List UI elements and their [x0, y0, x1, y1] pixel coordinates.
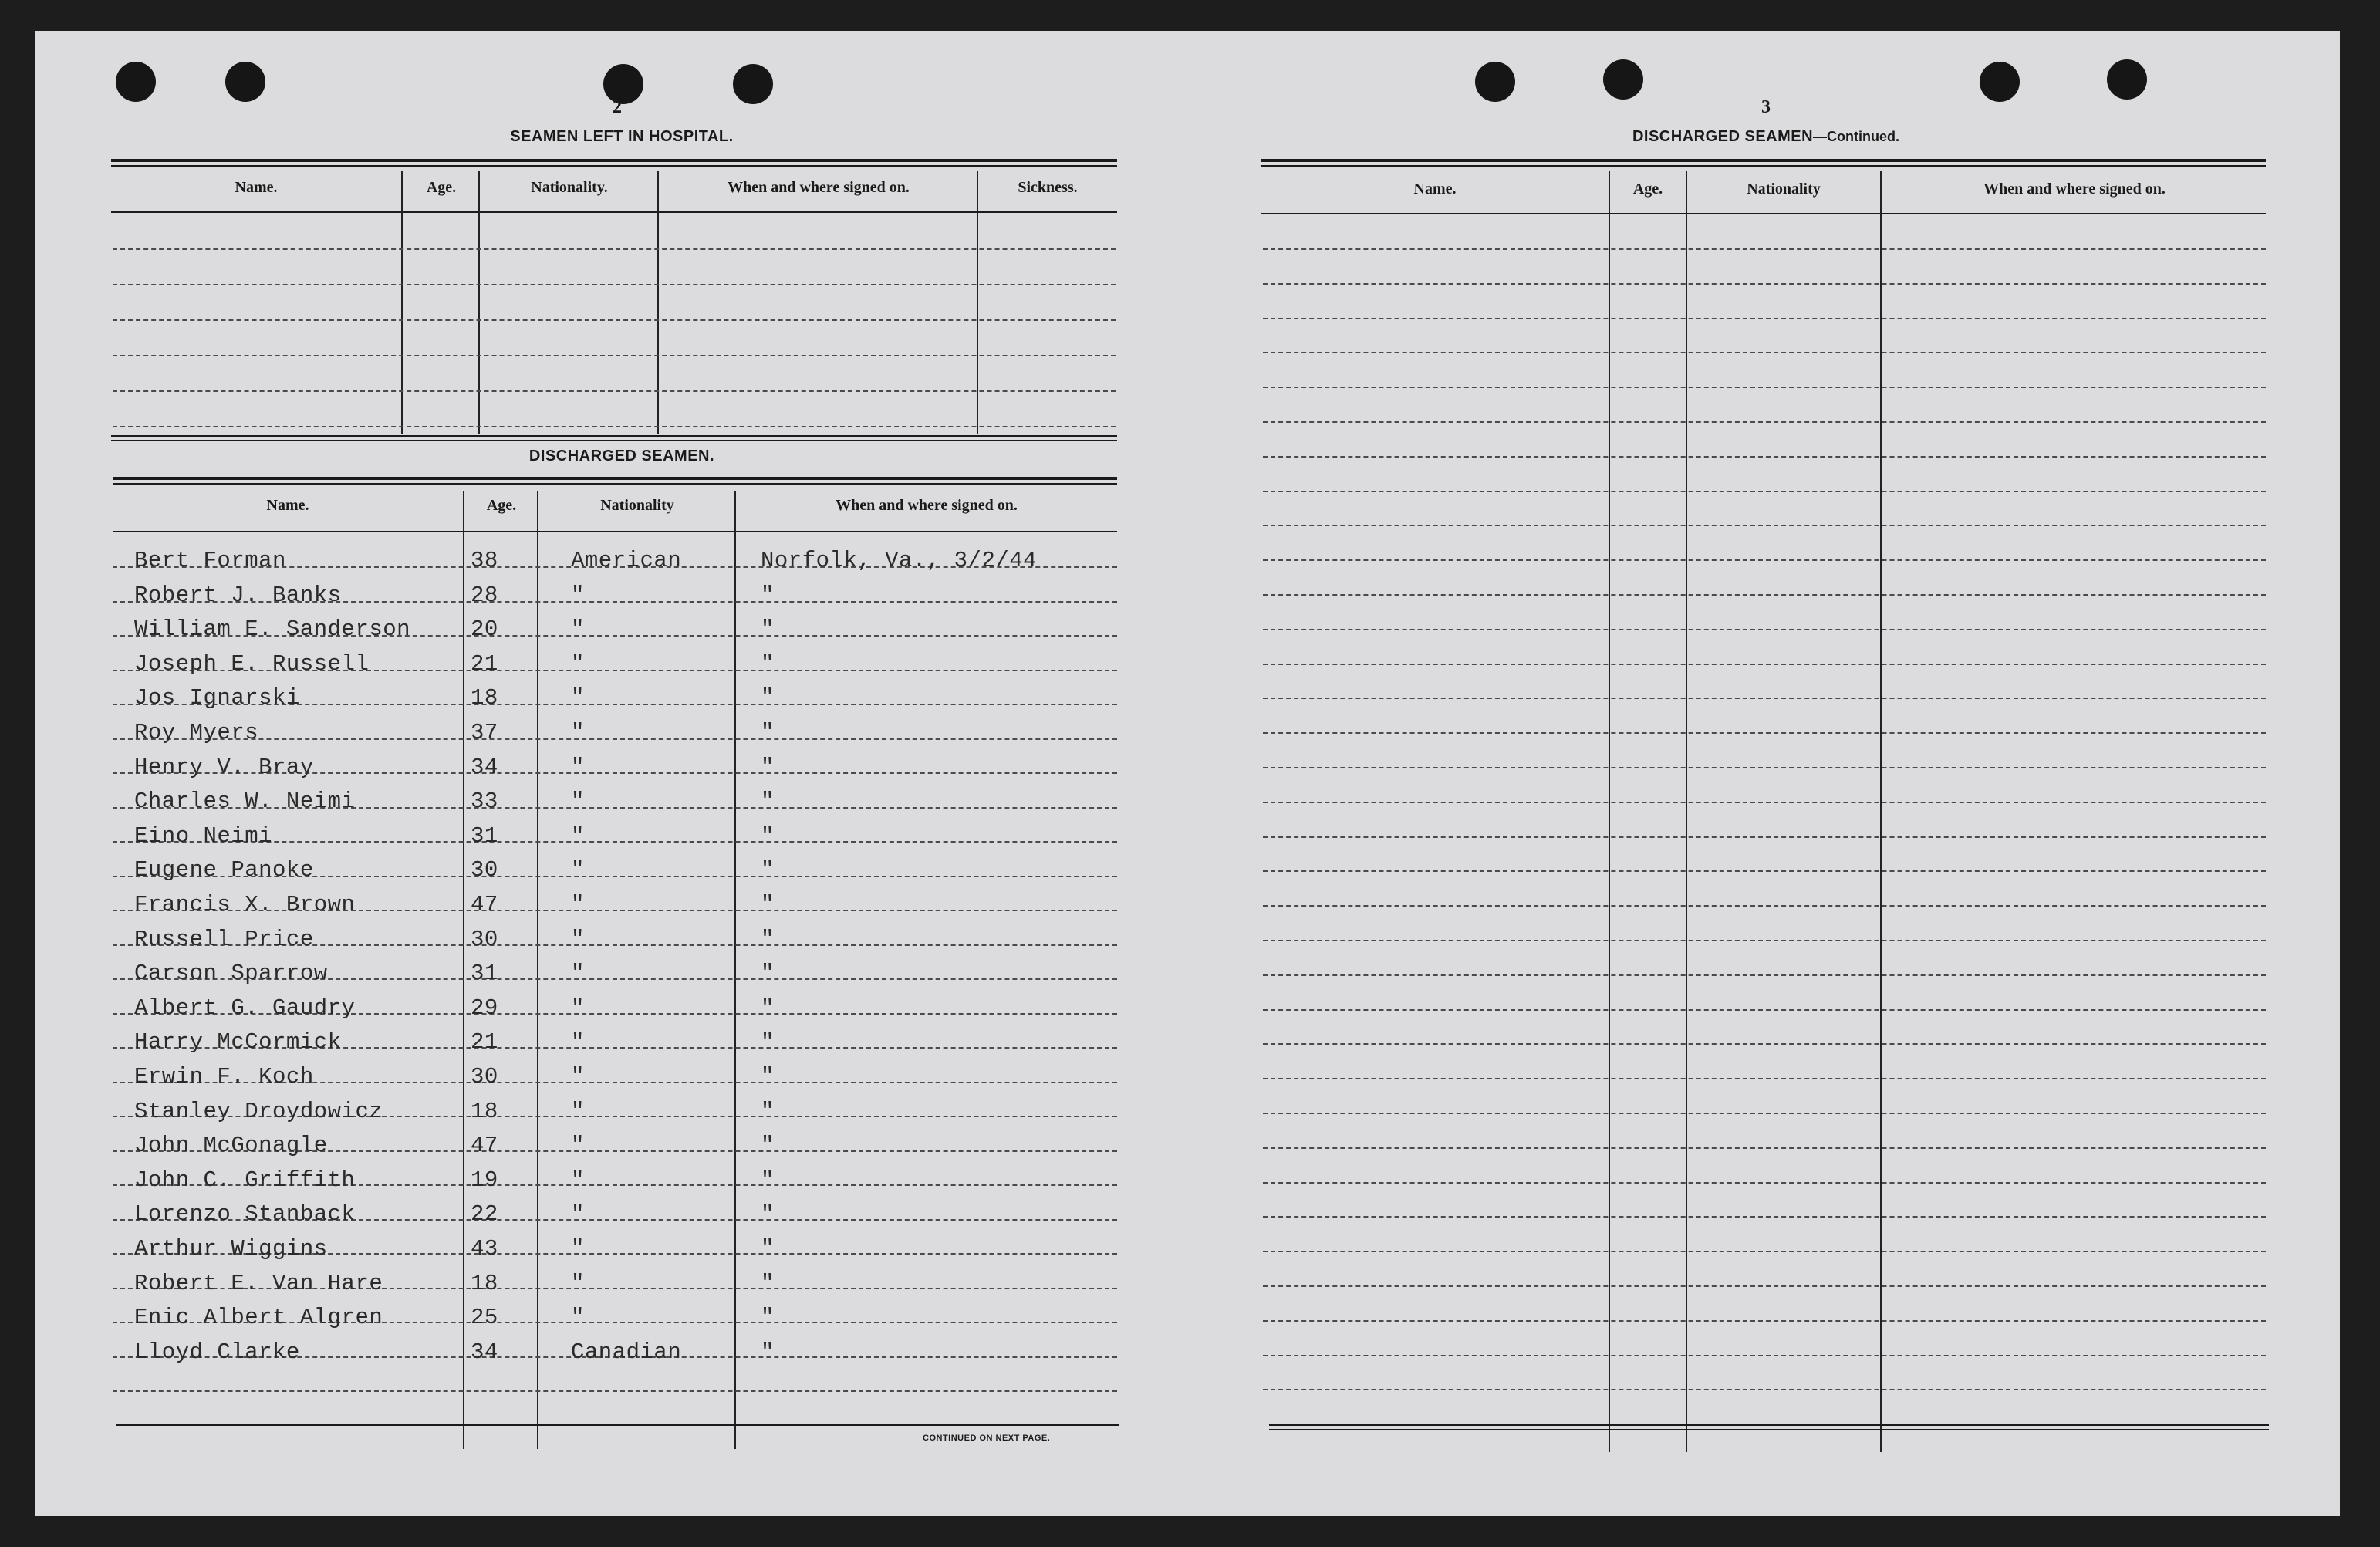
- table-rule: [1261, 165, 2266, 167]
- ruled-line: [1263, 870, 2266, 872]
- punch-hole: [116, 62, 156, 102]
- column-divider: [401, 171, 403, 434]
- row-name: Eino Neimi: [134, 822, 273, 849]
- row-signed-on: ": [761, 1339, 775, 1365]
- row-age: 18: [471, 1270, 498, 1296]
- row-name: Carson Sparrow: [134, 961, 328, 987]
- row-nationality: ": [571, 1270, 585, 1296]
- row-nationality: ": [571, 1305, 585, 1331]
- page-number: 3: [1761, 97, 1771, 117]
- row-nationality: ": [571, 1133, 585, 1159]
- row-name: Francis X. Brown: [134, 892, 356, 917]
- ruled-line: [113, 1390, 1117, 1392]
- row-name: Lloyd Clarke: [134, 1339, 300, 1365]
- row-age: 22: [471, 1201, 498, 1228]
- discharged-col-signed-on: When and where signed on.: [836, 497, 1018, 514]
- row-nationality: ": [571, 650, 585, 677]
- row-nationality: ": [571, 961, 585, 987]
- ruled-line: [1263, 559, 2266, 561]
- punch-hole: [1980, 62, 2020, 102]
- ruled-line: [1263, 1216, 2266, 1218]
- row-name: Bert Forman: [134, 548, 286, 573]
- row-nationality: ": [571, 1167, 585, 1193]
- row-age: 37: [471, 720, 498, 745]
- row-name: Eugene Panoke: [134, 857, 314, 883]
- ruled-line: [1263, 456, 2266, 458]
- row-nationality: ": [571, 1029, 585, 1056]
- row-signed-on: ": [761, 616, 775, 643]
- row-name: John C. Griffith: [134, 1167, 356, 1193]
- ruled-line: [1263, 629, 2266, 630]
- ruled-line: [1263, 905, 2266, 907]
- column-divider: [657, 171, 659, 434]
- ruled-line: [1263, 802, 2266, 803]
- row-age: 21: [471, 650, 498, 677]
- row-nationality: ": [571, 754, 585, 780]
- punch-hole: [733, 64, 773, 104]
- row-name: Stanley Droydowicz: [134, 1098, 383, 1124]
- row-name: Joseph E. Russell: [134, 650, 370, 677]
- row-nationality: ": [571, 857, 585, 883]
- row-signed-on: ": [761, 720, 775, 745]
- ruled-line: [1263, 767, 2266, 768]
- row-name: Albert G. Gaudry: [134, 995, 356, 1021]
- right-section-title: [1527, 128, 2005, 146]
- hospital-col-sickness: Sickness.: [1018, 179, 1078, 196]
- ruled-line: [113, 355, 1116, 356]
- table-rule: [111, 159, 1117, 162]
- hospital-section-title: SEAMEN LEFT IN HOSPITAL.: [510, 128, 734, 145]
- right-col-name: Name.: [1413, 181, 1457, 198]
- ruled-line: [1263, 1251, 2266, 1252]
- row-age: 20: [471, 616, 498, 643]
- row-name: Erwin F. Koch: [134, 1064, 314, 1089]
- row-signed-on: ": [761, 1201, 775, 1228]
- row-name: William E. Sanderson: [134, 616, 411, 643]
- row-name: Lorenzo Stanback: [134, 1201, 356, 1228]
- row-signed-on: ": [761, 1236, 775, 1262]
- hospital-col-age: Age.: [426, 179, 457, 196]
- row-age: 18: [471, 1098, 498, 1124]
- continued-note: CONTINUED ON NEXT PAGE.: [923, 1434, 1051, 1443]
- table-rule: [111, 211, 1117, 213]
- ruled-line: [1263, 352, 2266, 353]
- right-col-signed-on: When and where signed on.: [1983, 181, 2166, 198]
- row-age: 38: [471, 548, 498, 573]
- row-nationality: ": [571, 685, 585, 711]
- row-signed-on: ": [761, 754, 775, 780]
- row-signed-on: ": [761, 995, 775, 1021]
- punch-hole: [1603, 59, 1643, 100]
- hospital-col-signed-on: When and where signed on.: [728, 179, 910, 196]
- row-age: 19: [471, 1167, 498, 1193]
- punch-hole: [225, 62, 265, 102]
- row-name: Robert E. Van Hare: [134, 1270, 383, 1296]
- row-nationality: ": [571, 822, 585, 849]
- row-signed-on: ": [761, 1098, 775, 1124]
- row-age: 30: [471, 1064, 498, 1089]
- row-nationality: ": [571, 1236, 585, 1262]
- left-page: [35, 31, 1199, 1516]
- right-col-nationality: Nationality: [1747, 181, 1821, 198]
- row-nationality: ": [571, 582, 585, 608]
- row-age: 29: [471, 995, 498, 1021]
- column-divider: [1880, 171, 1882, 1452]
- ruled-line: [1263, 491, 2266, 492]
- ruled-line: [1263, 1285, 2266, 1287]
- row-nationality: ": [571, 926, 585, 952]
- ruled-line: [113, 319, 1116, 321]
- discharged-section-title: DISCHARGED SEAMEN.: [528, 448, 715, 464]
- ruled-line: [1263, 1113, 2266, 1114]
- table-rule: [1269, 1429, 2269, 1430]
- ruled-line: [1263, 940, 2266, 941]
- column-divider: [1609, 171, 1610, 1452]
- ruled-line: [113, 248, 1116, 250]
- row-signed-on: ": [761, 1270, 775, 1296]
- ruled-line: [1263, 283, 2266, 285]
- table-rule: [113, 483, 1117, 485]
- right-title-suffix: —Continued.: [1813, 129, 1900, 144]
- right-page: [1192, 31, 2340, 1516]
- row-age: 18: [471, 685, 498, 711]
- column-divider: [977, 171, 978, 434]
- row-age: 30: [471, 857, 498, 883]
- ruled-line: [1263, 664, 2266, 665]
- row-signed-on: ": [761, 582, 775, 608]
- ruled-line: [1263, 732, 2266, 734]
- table-rule: [113, 477, 1117, 480]
- table-rule: [116, 1424, 1119, 1426]
- row-age: 21: [471, 1029, 498, 1056]
- row-signed-on: ": [761, 857, 775, 883]
- ruled-line: [1263, 525, 2266, 526]
- row-nationality: ": [571, 995, 585, 1021]
- row-age: 31: [471, 961, 498, 987]
- ruled-line: [1263, 1009, 2266, 1011]
- ruled-line: [1263, 1043, 2266, 1045]
- row-signed-on: ": [761, 1133, 775, 1159]
- punch-hole: [2107, 59, 2147, 100]
- row-signed-on: ": [761, 961, 775, 987]
- punch-hole: [1475, 62, 1515, 102]
- table-rule: [1269, 1424, 2269, 1426]
- table-rule: [1261, 159, 2266, 162]
- row-name: Enic Albert Algren: [134, 1305, 383, 1331]
- row-age: 33: [471, 789, 498, 815]
- row-age: 34: [471, 1339, 498, 1365]
- ruled-line: [1263, 1182, 2266, 1184]
- row-signed-on: ": [761, 685, 775, 711]
- row-signed-on: ": [761, 926, 775, 952]
- row-age: 47: [471, 892, 498, 917]
- table-rule: [113, 531, 1117, 532]
- ruled-line: [113, 390, 1116, 392]
- column-divider: [1686, 171, 1687, 1452]
- page-number: 2: [613, 97, 622, 117]
- table-rule: [111, 440, 1117, 441]
- ruled-line: [1263, 974, 2266, 976]
- row-nationality: ": [571, 1201, 585, 1228]
- ruled-line: [1263, 1078, 2266, 1079]
- row-signed-on: ": [761, 1167, 775, 1193]
- hospital-col-name: Name.: [235, 179, 278, 196]
- row-signed-on: ": [761, 1029, 775, 1056]
- row-signed-on: ": [761, 650, 775, 677]
- row-name: Jos Ignarski: [134, 685, 300, 711]
- column-divider: [478, 171, 480, 434]
- ruled-line: [1263, 594, 2266, 596]
- row-signed-on: ": [761, 892, 775, 917]
- row-signed-on: ": [761, 1064, 775, 1089]
- ruled-line: [1263, 1147, 2266, 1149]
- ruled-line: [113, 426, 1116, 427]
- row-age: 31: [471, 822, 498, 849]
- row-nationality: ": [571, 720, 585, 745]
- row-signed-on: ": [761, 822, 775, 849]
- row-nationality: ": [571, 1098, 585, 1124]
- ruled-line: [1263, 1389, 2266, 1390]
- right-col-age: Age.: [1632, 181, 1663, 198]
- row-name: Roy Myers: [134, 720, 259, 745]
- row-age: 25: [471, 1305, 498, 1331]
- row-name: Robert J. Banks: [134, 582, 342, 608]
- row-nationality: ": [571, 789, 585, 815]
- row-nationality: ": [571, 616, 585, 643]
- table-rule: [111, 165, 1117, 167]
- ruled-line: [1263, 836, 2266, 838]
- row-nationality: ": [571, 892, 585, 917]
- row-nationality: American: [571, 548, 682, 573]
- row-age: 47: [471, 1133, 498, 1159]
- row-name: Arthur Wiggins: [134, 1236, 328, 1262]
- row-signed-on: ": [761, 789, 775, 815]
- ruled-line: [113, 738, 1117, 740]
- table-rule: [111, 435, 1117, 437]
- row-age: 43: [471, 1236, 498, 1262]
- discharged-col-name: Name.: [266, 497, 309, 514]
- ruled-line: [1263, 387, 2266, 388]
- row-age: 30: [471, 926, 498, 952]
- ruled-line: [1263, 698, 2266, 699]
- row-name: Charles W. Neimi: [134, 789, 356, 815]
- ruled-line: [1263, 248, 2266, 250]
- hospital-col-nationality: Nationality.: [531, 179, 608, 196]
- right-title-main: DISCHARGED SEAMEN: [1632, 128, 1814, 145]
- ruled-line: [1263, 421, 2266, 423]
- row-nationality: ": [571, 1064, 585, 1089]
- ruled-line: [1263, 1320, 2266, 1322]
- ruled-line: [1263, 318, 2266, 319]
- row-name: Russell Price: [134, 926, 314, 952]
- row-name: Henry V. Bray: [134, 754, 314, 780]
- discharged-col-nationality: Nationality: [600, 497, 674, 514]
- table-rule: [1261, 213, 2266, 214]
- ruled-line: [113, 284, 1116, 285]
- row-name: John McGonagle: [134, 1133, 328, 1159]
- row-name: Harry McCormick: [134, 1029, 342, 1056]
- discharged-col-age: Age.: [486, 497, 517, 514]
- row-nationality: Canadian: [571, 1339, 682, 1365]
- row-signed-on: ": [761, 1305, 775, 1331]
- row-signed-on: Norfolk, Va., 3/2/44: [761, 548, 1038, 573]
- ruled-line: [1263, 1355, 2266, 1356]
- row-age: 28: [471, 582, 498, 608]
- row-age: 34: [471, 754, 498, 780]
